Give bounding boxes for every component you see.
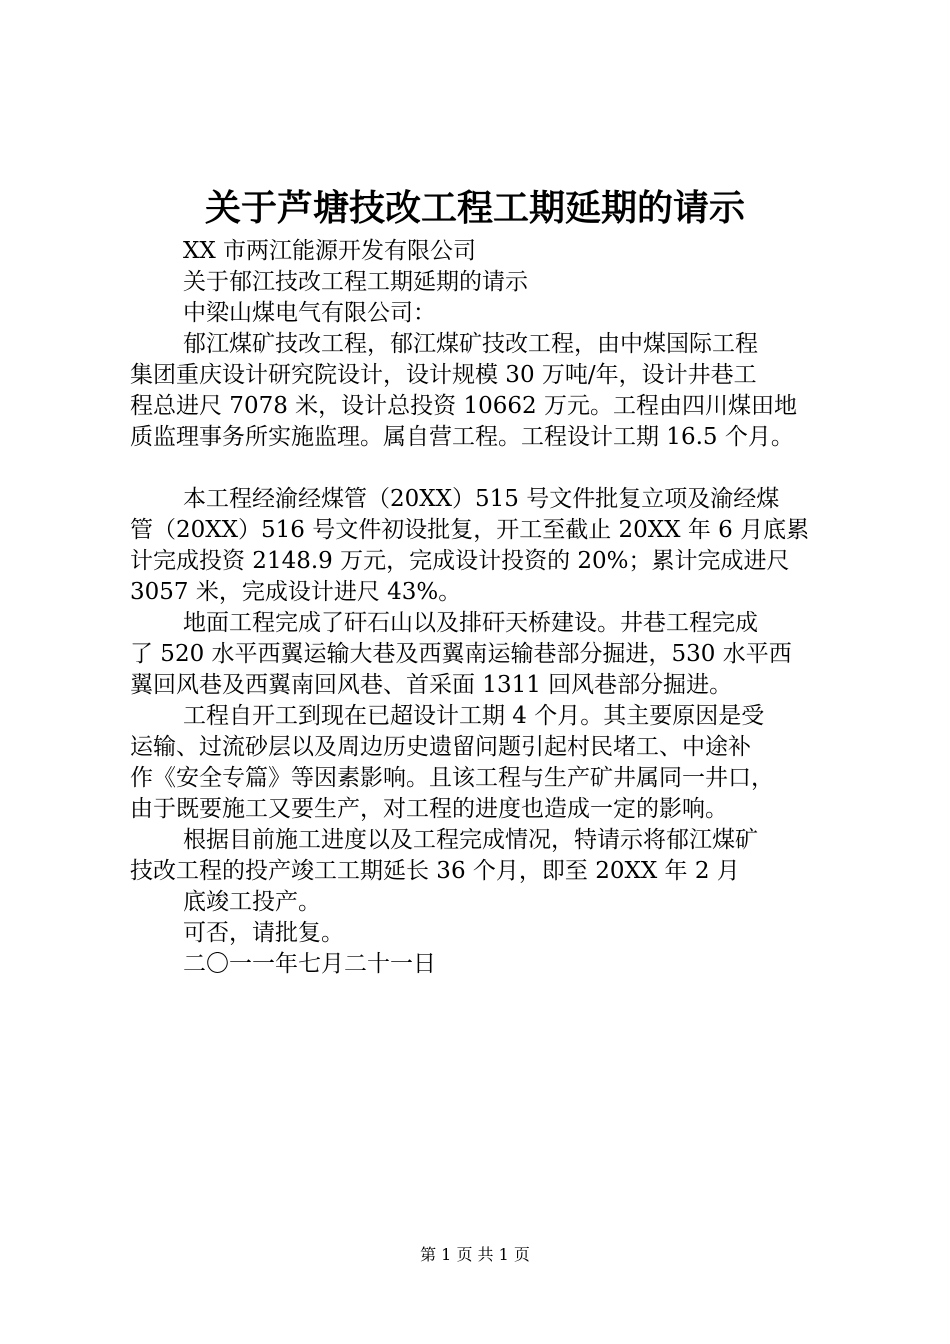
paragraph-3-line-3: 翼回风巷及西翼南回风巷、首采面 1311 回风巷部分掘进。: [130, 672, 733, 698]
paragraph-5-line-2: 技改工程的投产竣工工期延长 36 个月，即至 20XX 年 2 月: [130, 858, 740, 884]
recipient-line: 中梁山煤电气有限公司：: [183, 300, 436, 326]
document-date: 二〇一一年七月二十一日: [183, 951, 436, 977]
paragraph-4-line-1: 工程自开工到现在已超设计工期 4 个月。其主要原因是受: [183, 703, 765, 729]
page-footer: 第 1 页 共 1 页: [420, 1245, 530, 1264]
paragraph-1-line-3: 程总进尺 7078 米，设计总投资 10662 万元。工程由四川煤田地: [130, 393, 797, 419]
paragraph-3-line-1: 地面工程完成了矸石山以及排矸天桥建设。井巷工程完成: [183, 610, 758, 636]
subject-line: 关于郁江技改工程工期延期的请示: [183, 269, 528, 295]
document-title: 关于芦塘技改工程工期延期的请示: [204, 187, 745, 229]
paragraph-2-line-2: 管（20XX）516 号文件初设批复，开工至截止 20XX 年 6 月底累: [130, 517, 810, 543]
paragraph-2-line-4: 3057 米，完成设计进尺 43%。: [130, 579, 462, 605]
document-body: [130, 236, 830, 980]
paragraph-1-line-1: 郁江煤矿技改工程，郁江煤矿技改工程，由中煤国际工程: [183, 331, 758, 357]
paragraph-5-line-1: 根据目前施工进度以及工程完成情况，特请示将郁江煤矿: [183, 827, 758, 853]
paragraph-3-line-2: 了 520 水平西翼运输大巷及西翼南运输巷部分掘进，530 水平西: [130, 641, 792, 667]
closing-request: 可否，请批复。: [183, 920, 344, 946]
paragraph-5-line-3: 底竣工投产。: [183, 889, 321, 915]
paragraph-1-line-4: 质监理事务所实施监理。属自营工程。工程设计工期 16.5 个月。: [130, 424, 794, 450]
paragraph-2-line-1: 本工程经渝经煤管（20XX）515 号文件批复立项及渝经煤: [183, 486, 780, 512]
paragraph-2-line-3: 计完成投资 2148.9 万元，完成设计投资的 20%；累计完成进尺: [130, 548, 790, 574]
paragraph-4-line-2: 运输、过流砂层以及周边历史遗留问题引起村民堵工、中途补: [130, 734, 751, 760]
paragraph-1-line-2: 集团重庆设计研究院设计，设计规模 30 万吨/年，设计井巷工: [130, 362, 757, 388]
sender-line: XX 市两江能源开发有限公司: [183, 238, 477, 264]
paragraph-spacer: [130, 453, 830, 484]
paragraph-4-line-3: 作《安全专篇》等因素影响。且该工程与生产矿井属同一井口，: [130, 765, 774, 791]
paragraph-4-line-4: 由于既要施工又要生产，对工程的进度也造成一定的影响。: [130, 796, 728, 822]
